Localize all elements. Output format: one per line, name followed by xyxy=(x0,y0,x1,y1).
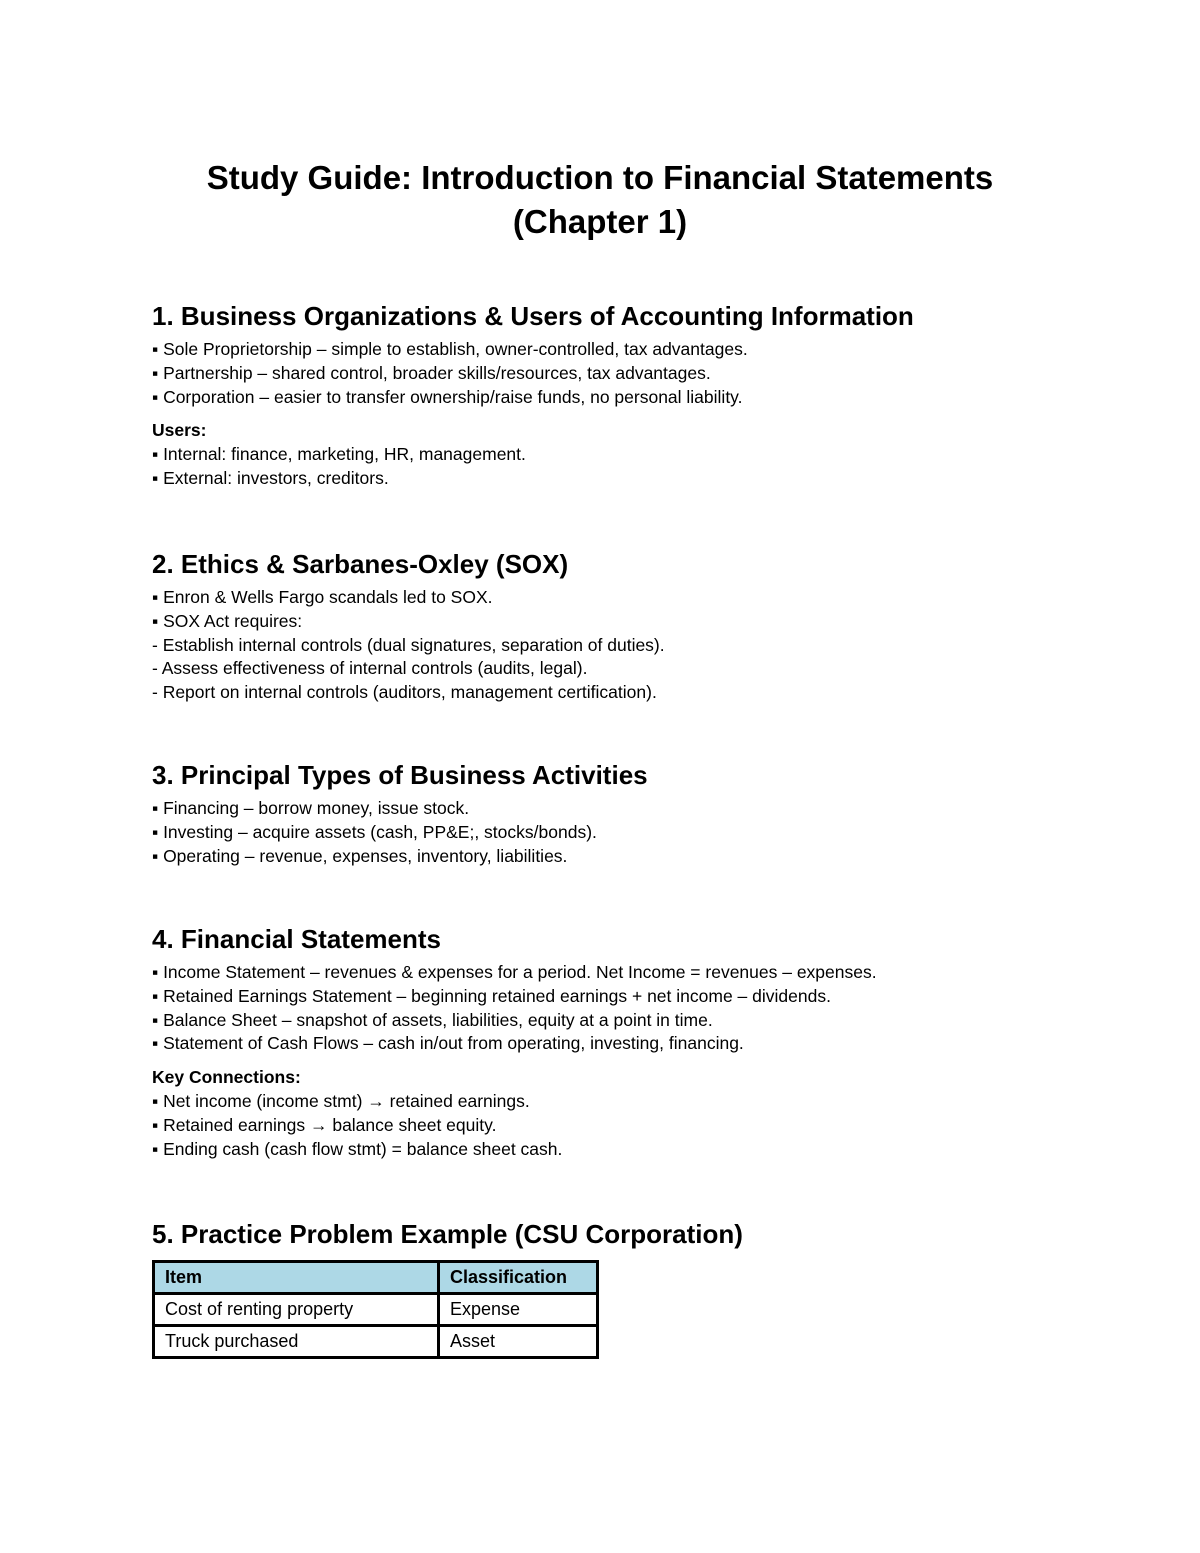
list-item: ▪ Balance Sheet – snapshot of assets, liabilities, equity at a point in time. xyxy=(152,1009,713,1030)
subheading-key-connections: Key Connections: xyxy=(152,1067,301,1088)
section-practice-problem xyxy=(152,1218,1052,1359)
table-row xyxy=(154,1326,598,1358)
section-heading: 4. Financial Statements xyxy=(152,924,441,954)
table-cell: Expense xyxy=(439,1294,598,1326)
column-header-classification: Classification xyxy=(439,1262,598,1294)
section-heading: 1. Business Organizations & Users of Accounting Information xyxy=(152,301,914,331)
list-item: - Assess effectiveness of internal controls (audits, legal). xyxy=(152,658,588,679)
list-item: ▪ Income Statement – revenues & expenses for a period. Net Income = revenues – expenses. xyxy=(152,962,877,982)
list-item: ▪ Ending cash (cash flow stmt) = balance sheet cash. xyxy=(152,1138,563,1159)
section-heading: 5. Practice Problem Example (CSU Corporation) xyxy=(152,1219,743,1249)
page-title-line-2: (Chapter 1) xyxy=(512,203,688,240)
table-row xyxy=(154,1294,598,1326)
section-heading: 2. Ethics & Sarbanes-Oxley (SOX) xyxy=(152,549,569,579)
list-item: - Report on internal controls (auditors, management certification). xyxy=(152,682,657,703)
list-item: ▪ Internal: finance, marketing, HR, management. xyxy=(152,444,526,465)
list-item: ▪ Retained Earnings Statement – beginning retained earnings + net income – dividends. xyxy=(152,985,831,1006)
list-item: ▪ Sole Proprietorship – simple to establish, owner-controlled, tax advantages. xyxy=(152,339,748,359)
list-item: ▪ Enron & Wells Fargo scandals led to SOX. xyxy=(152,587,493,607)
list-item: ▪ Net income (income stmt) → retained earnings. xyxy=(152,1090,530,1111)
section-heading: 3. Principal Types of Business Activities xyxy=(152,760,648,790)
table-cell: Cost of renting property xyxy=(154,1294,439,1326)
list-item: ▪ Partnership – shared control, broader skills/resources, tax advantages. xyxy=(152,362,711,383)
table-header-row xyxy=(154,1262,598,1294)
list-item: ▪ Operating – revenue, expenses, inventory, liabilities. xyxy=(152,845,568,866)
list-item: ▪ Retained earnings → balance sheet equity. xyxy=(152,1114,497,1135)
practice-table xyxy=(152,1260,599,1359)
list-item: ▪ Statement of Cash Flows – cash in/out from operating, investing, financing. xyxy=(152,1033,744,1054)
list-item: - Establish internal controls (dual signatures, separation of duties). xyxy=(152,634,665,655)
section-financial-statements xyxy=(152,923,1052,1161)
list-item: ▪ Investing – acquire assets (cash, PP&E;, stocks/bonds). xyxy=(152,821,597,842)
list-item: ▪ Corporation – easier to transfer ownership/raise funds, no personal liability. xyxy=(152,386,743,407)
list-item: ▪ External: investors, creditors. xyxy=(152,467,389,488)
list-item: ▪ Financing – borrow money, issue stock. xyxy=(152,798,470,818)
list-item: ▪ SOX Act requires: xyxy=(152,610,303,631)
subheading-users: Users: xyxy=(152,420,207,441)
column-header-item: Item xyxy=(154,1262,439,1294)
table-cell: Asset xyxy=(439,1326,598,1358)
page-title-line-1: Study Guide: Introduction to Financial Statements xyxy=(206,159,994,196)
section-business-organizations xyxy=(152,300,1052,491)
page-title xyxy=(152,156,1048,244)
section-ethics-sox xyxy=(152,548,1052,705)
table-cell: Truck purchased xyxy=(154,1326,439,1358)
section-business-activities xyxy=(152,759,1052,868)
